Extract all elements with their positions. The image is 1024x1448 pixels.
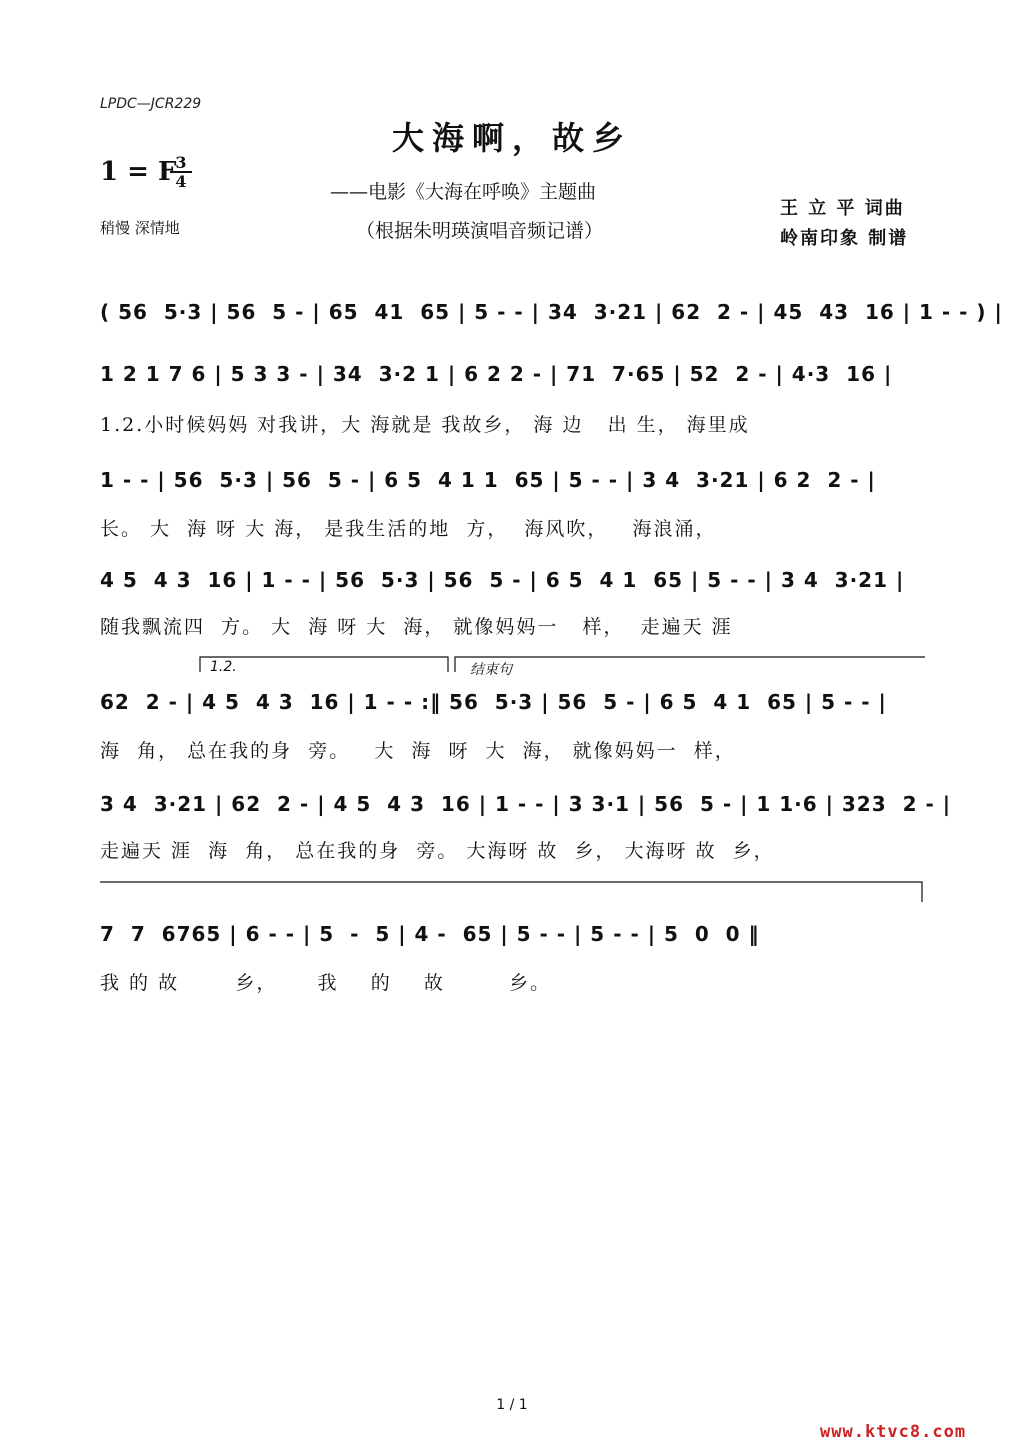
page-number: 1 / 1: [496, 1397, 528, 1413]
song-title: 大海啊，故乡: [391, 119, 632, 157]
tempo-marking: 稍慢 深情地: [100, 219, 180, 237]
lyrics-line-4: 海 角， 总在我的身 旁。 大 海 呀 大 海， 就像妈妈一 样，: [100, 740, 736, 762]
source-note: （根据朱明瑛演唱音频记谱）: [356, 220, 604, 242]
lyricist-composer-credit: 王 立 平 词曲: [780, 198, 905, 219]
notation-line-3: 4 5 4 3 16 | 1 - - | 56 5·3 | 56 5 - | 6 5 4 1 65 | 5 - - | 3 4 3·21 |: [100, 568, 905, 592]
volta-coda-label: 结束句: [470, 662, 512, 678]
notation-line-2: 1 - - | 56 5·3 | 56 5 - | 6 5 4 1 1 65 | 5 - - | 3 4 3·21 | 6 2 2 - |: [100, 468, 876, 492]
catalog-code: LPDC—JCR229: [100, 96, 202, 112]
arranger-credit: 岭南印象 制谱: [780, 228, 909, 249]
key-signature: 1 = F: [100, 157, 177, 187]
site-watermark: www.ktvc8.com: [820, 1422, 967, 1442]
lyrics-line-3: 随我飘流四 方。 大 海 呀 大 海， 就像妈妈一 样， 走遍天 涯: [100, 616, 733, 638]
lyrics-line-6: 我 的 故 乡， 我 的 故 乡。: [100, 972, 552, 994]
volta-first-ending: 1.2.: [210, 659, 237, 675]
notation-line-5: 3 4 3·21 | 62 2 - | 4 5 4 3 16 | 1 - - | 3 3·1 | 56 5 - | 1 1·6 | 323 2 - |: [100, 792, 952, 816]
lyrics-line-1: 1.2.小时候妈妈 对我讲，大 海就是 我故乡， 海 边 出 生， 海里成: [100, 414, 750, 436]
subtitle: ——电影《大海在呼唤》主题曲: [330, 181, 597, 203]
notation-line-6: 7 7 6765 | 6 - - | 5 - 5 | 4 - 65 | 5 - - | 5 - - | 5 0 0 ‖: [100, 922, 760, 946]
lyrics-line-5: 走遍天 涯 海 角， 总在我的身 旁。 大海呀 故 乡， 大海呀 故 乡，: [100, 840, 775, 862]
notation-line-4: 62 2 - | 4 5 4 3 16 | 1 - - :‖ 56 5·3 | 56 5 - | 6 5 4 1 65 | 5 - - |: [100, 690, 887, 714]
notation-line-1: 1 2 1 7 6 | 5 3 3 - | 34 3·2 1 | 6 2 2 - | 71 7·65 | 52 2 - | 4·3 16 |: [100, 362, 893, 386]
time-signature-top: 3: [170, 154, 192, 173]
lyrics-line-2: 长。 大 海 呀 大 海， 是我生活的地 方， 海风吹， 海浪涌，: [100, 518, 717, 540]
time-signature-bottom: 4: [175, 172, 187, 191]
intro-notation: ( 56 5·3 | 56 5 - | 65 41 65 | 5 - - | 34 3·21 | 62 2 - | 45 43 16 | 1 - - ) |: [100, 300, 1003, 324]
